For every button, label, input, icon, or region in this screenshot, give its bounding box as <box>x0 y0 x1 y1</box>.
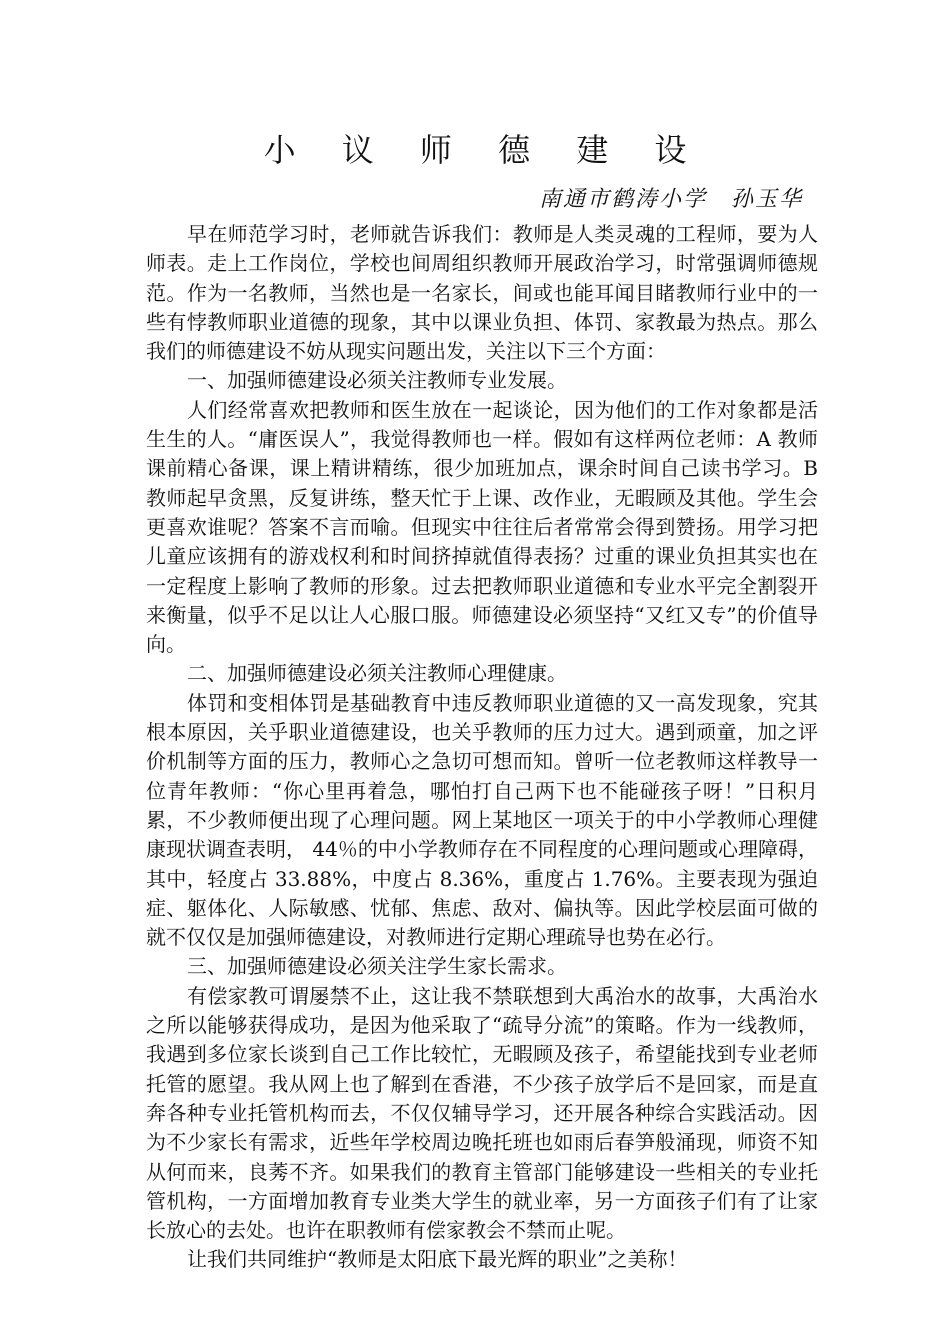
document-body <box>146 220 818 1275</box>
paragraph-section-3: 有偿家教可谓屡禁不止，这让我不禁联想到大禹治水的故事，大禹治水之所以能够获得成功，是因为他采取了“疏导分流”的策略。作为一线教师，我遇到多位家长谈到自己工作比较忙，无暇顾及孩子，希望能找到专业老师托管的愿望。我从网上也了解到在香港，不少孩子放学后不是回家，而是直奔各种专业托管机构而去，不仅仅辅导学习，还开展各种综合实践活动。因为不少家长有需求，近些年学校周边晚托班也如雨后春笋般涌现，师资不知从何而来，良莠不齐。如果我们的教育主管部门能够建设一些相关的专业托管机构，一方面增加教育专业类大学生的就业率，另一方面孩子们有了让家长放心的去处。也许在职教师有偿家教会不禁而止呢。 <box>146 983 818 1243</box>
author-line: 南通市鹤涛小学 孙玉华 <box>538 187 803 212</box>
section-heading-3: 三、加强师德建设必须关注学生家长需求。 <box>187 954 567 979</box>
paragraph-intro: 早在师范学习时，老师就告诉我们：教师是人类灵魂的工程师，要为人师表。走上工作岗位，学校也间周组织教师开展政治学习，时常强调师德规范。作为一名教师，当然也是一名家长，间或也能耳闻目睹教师行业中的一些有悖教师职业道德的现象，其中以课业负担、体罚、家教最为热点。那么我们的师德建设不妨从现实问题出发，关注以下三个方面： <box>146 222 818 364</box>
section-heading-1: 一、加强师德建设必须关注教师专业发展。 <box>187 368 567 393</box>
document-title: 小 议 师 德 建 设 <box>263 131 705 169</box>
paragraph-closing: 让我们共同维护“教师是太阳底下最光辉的职业”之美称！ <box>187 1247 688 1272</box>
section-heading-2: 二、加强师德建设必须关注教师心理健康。 <box>187 661 567 686</box>
paragraph-section-1: 人们经常喜欢把教师和医生放在一起谈论，因为他们的工作对象都是活生生的人。“庸医误人”，我觉得教师也一样。假如有这样两位老师：A 教师课前精心备课，课上精讲精练，很少加班加点，课余时间自己读书学习。B 教师起早贪黑，反复讲练，整天忙于上课、改作业，无暇顾及其他。学生会更喜欢谁呢？答案不言而喻。但现实中往往后者常常会得到赞扬。用学习把儿童应该拥有的游戏权利和时间挤掉就值得表扬？过重的课业负担其实也在一定程度上影响了教师的形象。过去把教师职业道德和专业水平完全割裂开来衡量，似乎不足以让人心服口服。师德建设必须坚持“又红又专”的价值导向。 <box>146 397 818 657</box>
paragraph-section-2: 体罚和变相体罚是基础教育中违反教师职业道德的又一高发现象，究其根本原因，关乎职业道德建设，也关乎教师的压力过大。遇到顽童，加之评价机制等方面的压力，教师心之急切可想而知。曾听一位老教师这样教导一位青年教师：“你心里再着急，哪怕打自己两下也不能碰孩子呀！”日积月累，不少教师便出现了心理问题。网上某地区一项关于的中小学教师心理健康现状调查表明， 44％的中小学教师存在不同程度的心理问题或心理障碍，其中，轻度占 33.88%，中度占 8.36%，重度占 1.76%。主要表现为强迫症、躯体化、人际敏感、忧郁、焦虑、敌对、偏执等。因此学校层面可做的就不仅仅是加强师德建设，对教师进行定期心理疏导也势在必行。 <box>146 690 818 950</box>
